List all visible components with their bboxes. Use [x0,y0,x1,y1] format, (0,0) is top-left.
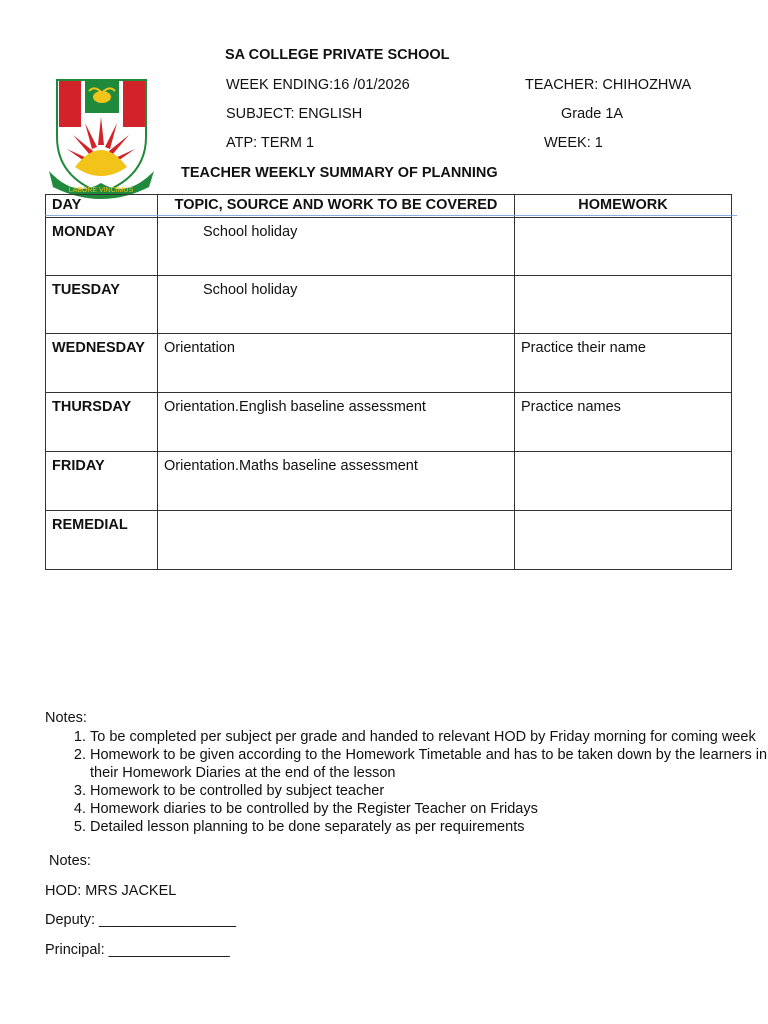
column-header-day: DAY [46,195,158,218]
topic-cell: Orientation.Maths baseline assessment [158,452,515,511]
week-ending: WEEK ENDING:16 /01/2026 [226,77,410,93]
grade: Grade 1A [561,106,624,122]
notes-heading: Notes: [45,710,87,726]
topic-cell: Orientation.English baseline assessment [158,393,515,452]
crest-motto: LABORE VINCIMUS [68,187,134,194]
page-title: TEACHER WEEKLY SUMMARY OF PLANNING [181,165,498,181]
principal-signature-line[interactable]: Principal: _______________ [45,942,230,958]
list-item: 1. To be completed per subject per grade and handed to relevant HOD by Friday morning for coming week [90,728,768,746]
table-row [46,511,732,570]
ruler-line [45,215,737,216]
day-cell: THURSDAY [46,393,158,452]
hod-signoff: HOD: MRS JACKEL [45,883,177,899]
homework-cell [515,511,732,570]
homework-cell [515,218,732,276]
school-crest-logo [45,75,158,203]
deputy-signature-line[interactable]: Deputy: _________________ [45,912,237,928]
notes-heading-secondary: Notes: [49,853,91,869]
day-cell: REMEDIAL [46,511,158,570]
school-name: SA COLLEGE PRIVATE SCHOOL [225,47,450,63]
day-cell: FRIDAY [46,452,158,511]
homework-cell [515,276,732,334]
column-header-topic: TOPIC, SOURCE AND WORK TO BE COVERED [158,195,515,218]
homework-cell: Practice names [515,393,732,452]
column-header-homework: HOMEWORK [515,195,732,218]
table-row [46,452,732,511]
week-number: WEEK: 1 [544,135,603,151]
list-item: 5. Detailed lesson planning to be done separately as per requirements [90,818,768,836]
topic-cell: School holiday [158,218,515,276]
list-item: 2. Homework to be given according to the Homework Timetable and has to be taken down by the learners in their Homework Diaries at the end of the lesson [90,746,768,782]
list-item: 4. Homework diaries to be controlled by the Register Teacher on Fridays [90,800,768,818]
notes-list [45,728,768,836]
homework-cell [515,452,732,511]
day-cell: WEDNESDAY [46,334,158,393]
day-cell: TUESDAY [46,276,158,334]
topic-cell: School holiday [158,276,515,334]
homework-cell: Practice their name [515,334,732,393]
weekly-planning-table [45,194,732,570]
day-cell: MONDAY [46,218,158,276]
topic-cell: Orientation [158,334,515,393]
subject: SUBJECT: ENGLISH [226,106,363,122]
table-row [46,218,732,276]
table-row [46,276,732,334]
topic-cell [158,511,515,570]
list-item: 3. Homework to be controlled by subject teacher [90,782,768,800]
table-row [46,334,732,393]
teacher-name: TEACHER: CHIHOZHWA [525,77,692,93]
atp-term: ATP: TERM 1 [226,135,315,151]
table-row [46,393,732,452]
